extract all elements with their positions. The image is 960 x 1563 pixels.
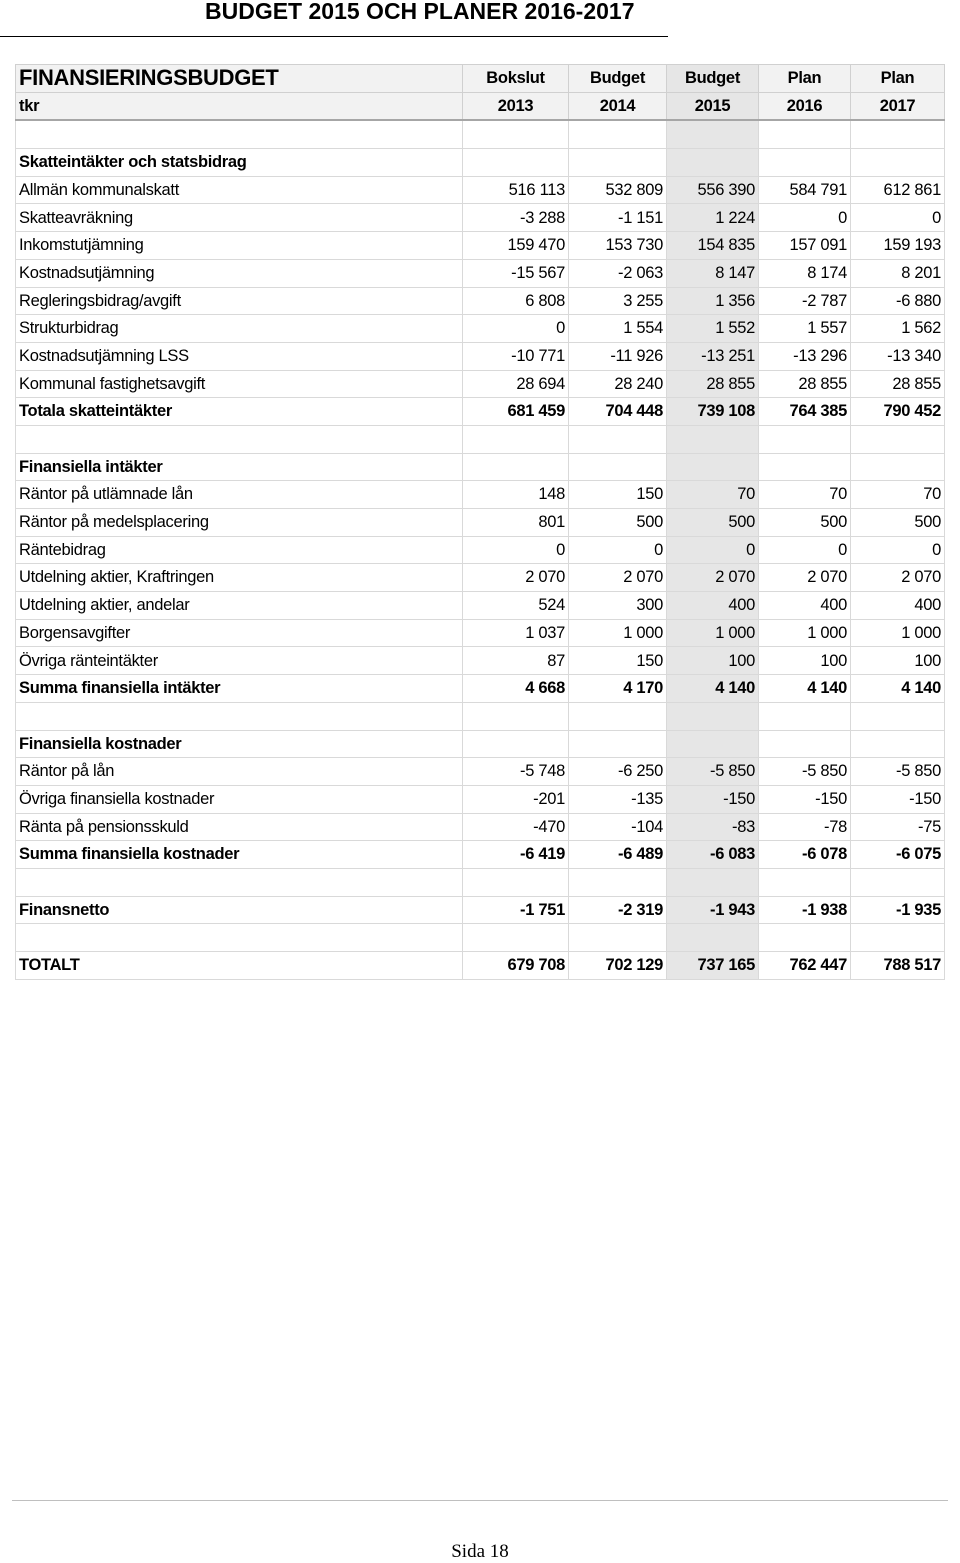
section-heading: Finansiella kostnader xyxy=(16,730,463,758)
blank-cell xyxy=(667,149,759,177)
row-label: Övriga finansiella kostnader xyxy=(16,785,463,813)
value-cell: 739 108 xyxy=(667,398,759,426)
total-row xyxy=(16,398,945,426)
blank-cell xyxy=(851,868,945,896)
value-cell: 148 xyxy=(463,481,569,509)
value-cell: -5 850 xyxy=(851,758,945,786)
page-title: BUDGET 2015 OCH PLANER 2016-2017 xyxy=(205,0,635,24)
blank-cell xyxy=(569,149,667,177)
blank-cell xyxy=(16,868,463,896)
section-heading-row xyxy=(16,730,945,758)
blank-cell xyxy=(851,425,945,453)
table-row xyxy=(16,232,945,260)
value-cell: 100 xyxy=(759,647,851,675)
value-cell: -201 xyxy=(463,785,569,813)
value-cell: -10 771 xyxy=(463,342,569,370)
spacer-row xyxy=(16,120,945,148)
blank-cell xyxy=(569,730,667,758)
value-cell: -6 250 xyxy=(569,758,667,786)
row-label: Kommunal fastighetsavgift xyxy=(16,370,463,398)
blank-cell xyxy=(851,120,945,148)
blank-cell xyxy=(569,924,667,952)
table-row xyxy=(16,564,945,592)
row-label: Strukturbidrag xyxy=(16,315,463,343)
blank-cell xyxy=(569,702,667,730)
column-year-header: 2016 xyxy=(759,92,851,120)
value-cell: 0 xyxy=(569,536,667,564)
row-label: Kostnadsutjämning LSS xyxy=(16,342,463,370)
blank-cell xyxy=(759,868,851,896)
value-cell: 4 668 xyxy=(463,675,569,703)
column-year-header: 2013 xyxy=(463,92,569,120)
table-row xyxy=(16,259,945,287)
row-label: Ränta på pensionsskuld xyxy=(16,813,463,841)
blank-cell xyxy=(851,453,945,481)
value-cell: 70 xyxy=(851,481,945,509)
value-cell: 1 000 xyxy=(667,619,759,647)
value-cell: 500 xyxy=(667,509,759,537)
blank-cell xyxy=(569,868,667,896)
value-cell: 1 000 xyxy=(759,619,851,647)
table-header-row xyxy=(16,65,945,93)
table-row xyxy=(16,370,945,398)
row-label: Totala skatteintäkter xyxy=(16,398,463,426)
blank-cell xyxy=(463,730,569,758)
value-cell: -6 083 xyxy=(667,841,759,869)
unit-label: tkr xyxy=(16,92,463,120)
row-label: Räntor på lån xyxy=(16,758,463,786)
value-cell: 516 113 xyxy=(463,176,569,204)
value-cell: -150 xyxy=(851,785,945,813)
row-label: Borgensavgifter xyxy=(16,619,463,647)
value-cell: 2 070 xyxy=(759,564,851,592)
value-cell: -6 075 xyxy=(851,841,945,869)
value-cell: 28 694 xyxy=(463,370,569,398)
row-label: Inkomstutjämning xyxy=(16,232,463,260)
value-cell: 532 809 xyxy=(569,176,667,204)
table-row xyxy=(16,342,945,370)
blank-cell xyxy=(667,868,759,896)
value-cell: -5 850 xyxy=(759,758,851,786)
value-cell: 4 140 xyxy=(759,675,851,703)
value-cell: 679 708 xyxy=(463,952,569,980)
page-header xyxy=(0,0,960,36)
blank-cell xyxy=(16,120,463,148)
value-cell: 400 xyxy=(667,592,759,620)
column-year-header: 2015 xyxy=(667,92,759,120)
value-cell: 8 174 xyxy=(759,259,851,287)
blank-cell xyxy=(851,924,945,952)
value-cell: 762 447 xyxy=(759,952,851,980)
row-label: Räntor på medelsplacering xyxy=(16,509,463,537)
value-cell: 157 091 xyxy=(759,232,851,260)
value-cell: -104 xyxy=(569,813,667,841)
value-cell: 584 791 xyxy=(759,176,851,204)
column-type-header: Budget xyxy=(569,65,667,93)
value-cell: 0 xyxy=(667,536,759,564)
value-cell: 524 xyxy=(463,592,569,620)
value-cell: -13 296 xyxy=(759,342,851,370)
value-cell: -135 xyxy=(569,785,667,813)
value-cell: -6 880 xyxy=(851,287,945,315)
header-rule xyxy=(0,36,668,37)
spacer-row xyxy=(16,702,945,730)
row-label: Utdelning aktier, andelar xyxy=(16,592,463,620)
value-cell: -6 419 xyxy=(463,841,569,869)
value-cell: -1 938 xyxy=(759,896,851,924)
table-row xyxy=(16,813,945,841)
value-cell: 1 554 xyxy=(569,315,667,343)
column-type-header: Plan xyxy=(851,65,945,93)
value-cell: 2 070 xyxy=(569,564,667,592)
page-number: Sida 18 xyxy=(451,1541,509,1562)
totalt-row xyxy=(16,952,945,980)
value-cell: 28 240 xyxy=(569,370,667,398)
value-cell: 0 xyxy=(759,204,851,232)
value-cell: -15 567 xyxy=(463,259,569,287)
blank-cell xyxy=(759,453,851,481)
value-cell: 87 xyxy=(463,647,569,675)
column-year-header: 2014 xyxy=(569,92,667,120)
value-cell: 500 xyxy=(759,509,851,537)
column-type-header: Plan xyxy=(759,65,851,93)
spacer-row xyxy=(16,868,945,896)
value-cell: 1 000 xyxy=(569,619,667,647)
table-row xyxy=(16,287,945,315)
value-cell: 2 070 xyxy=(851,564,945,592)
value-cell: 8 201 xyxy=(851,259,945,287)
value-cell: 702 129 xyxy=(569,952,667,980)
total-row xyxy=(16,841,945,869)
value-cell: 4 140 xyxy=(851,675,945,703)
table-row xyxy=(16,509,945,537)
row-label: TOTALT xyxy=(16,952,463,980)
blank-cell xyxy=(463,868,569,896)
table-year-row xyxy=(16,92,945,120)
row-label: Övriga ränteintäkter xyxy=(16,647,463,675)
value-cell: -2 787 xyxy=(759,287,851,315)
section-heading: Skatteintäkter och statsbidrag xyxy=(16,149,463,177)
row-label: Regleringsbidrag/avgift xyxy=(16,287,463,315)
value-cell: -5 748 xyxy=(463,758,569,786)
total-row xyxy=(16,675,945,703)
value-cell: -3 288 xyxy=(463,204,569,232)
blank-cell xyxy=(759,924,851,952)
value-cell: 4 170 xyxy=(569,675,667,703)
value-cell: 737 165 xyxy=(667,952,759,980)
value-cell: 100 xyxy=(851,647,945,675)
blank-cell xyxy=(463,425,569,453)
value-cell: -470 xyxy=(463,813,569,841)
value-cell: 790 452 xyxy=(851,398,945,426)
blank-cell xyxy=(569,425,667,453)
value-cell: -1 935 xyxy=(851,896,945,924)
blank-cell xyxy=(569,453,667,481)
value-cell: -13 251 xyxy=(667,342,759,370)
value-cell: 681 459 xyxy=(463,398,569,426)
value-cell: 1 562 xyxy=(851,315,945,343)
blank-cell xyxy=(463,702,569,730)
value-cell: -75 xyxy=(851,813,945,841)
blank-cell xyxy=(16,702,463,730)
blank-cell xyxy=(667,120,759,148)
section-heading-row xyxy=(16,453,945,481)
value-cell: 8 147 xyxy=(667,259,759,287)
blank-cell xyxy=(851,702,945,730)
financing-budget-table xyxy=(15,64,945,980)
blank-cell xyxy=(759,702,851,730)
value-cell: 556 390 xyxy=(667,176,759,204)
value-cell: 2 070 xyxy=(463,564,569,592)
table-title: FINANSIERINGSBUDGET xyxy=(16,65,463,93)
table-row xyxy=(16,592,945,620)
value-cell: -6 489 xyxy=(569,841,667,869)
value-cell: -1 943 xyxy=(667,896,759,924)
spacer-row xyxy=(16,425,945,453)
row-label: Räntebidrag xyxy=(16,536,463,564)
table-row xyxy=(16,619,945,647)
value-cell: 159 193 xyxy=(851,232,945,260)
value-cell: 28 855 xyxy=(667,370,759,398)
value-cell: 400 xyxy=(851,592,945,620)
value-cell: 704 448 xyxy=(569,398,667,426)
blank-cell xyxy=(759,149,851,177)
value-cell: -13 340 xyxy=(851,342,945,370)
table-row xyxy=(16,315,945,343)
blank-cell xyxy=(667,730,759,758)
value-cell: -1 151 xyxy=(569,204,667,232)
section-heading: Finansiella intäkter xyxy=(16,453,463,481)
value-cell: 3 255 xyxy=(569,287,667,315)
value-cell: 1 552 xyxy=(667,315,759,343)
value-cell: 0 xyxy=(463,536,569,564)
value-cell: -1 751 xyxy=(463,896,569,924)
blank-cell xyxy=(569,120,667,148)
blank-cell xyxy=(851,730,945,758)
value-cell: 6 808 xyxy=(463,287,569,315)
value-cell: -78 xyxy=(759,813,851,841)
blank-cell xyxy=(463,120,569,148)
spacer-row xyxy=(16,924,945,952)
blank-cell xyxy=(667,453,759,481)
value-cell: -2 063 xyxy=(569,259,667,287)
value-cell: 0 xyxy=(851,536,945,564)
column-year-header: 2017 xyxy=(851,92,945,120)
blank-cell xyxy=(667,924,759,952)
table-body xyxy=(16,65,945,980)
value-cell: -83 xyxy=(667,813,759,841)
value-cell: 150 xyxy=(569,647,667,675)
value-cell: -5 850 xyxy=(667,758,759,786)
table-row xyxy=(16,647,945,675)
row-label: Summa finansiella kostnader xyxy=(16,841,463,869)
value-cell: 0 xyxy=(463,315,569,343)
value-cell: 28 855 xyxy=(851,370,945,398)
section-heading-row xyxy=(16,149,945,177)
blank-cell xyxy=(667,702,759,730)
value-cell: 70 xyxy=(667,481,759,509)
value-cell: 612 861 xyxy=(851,176,945,204)
table-row xyxy=(16,176,945,204)
row-label: Räntor på utlämnade lån xyxy=(16,481,463,509)
row-label: Finansnetto xyxy=(16,896,463,924)
table-row xyxy=(16,481,945,509)
value-cell: 100 xyxy=(667,647,759,675)
value-cell: 4 140 xyxy=(667,675,759,703)
column-type-header: Bokslut xyxy=(463,65,569,93)
blank-cell xyxy=(667,425,759,453)
table-row xyxy=(16,785,945,813)
blank-cell xyxy=(759,730,851,758)
row-label: Kostnadsutjämning xyxy=(16,259,463,287)
row-label: Skatteavräkning xyxy=(16,204,463,232)
blank-cell xyxy=(16,924,463,952)
value-cell: -2 319 xyxy=(569,896,667,924)
value-cell: 154 835 xyxy=(667,232,759,260)
value-cell: 500 xyxy=(851,509,945,537)
table-row xyxy=(16,204,945,232)
value-cell: 1 037 xyxy=(463,619,569,647)
value-cell: 300 xyxy=(569,592,667,620)
finansnetto-row xyxy=(16,896,945,924)
value-cell: 764 385 xyxy=(759,398,851,426)
value-cell: -150 xyxy=(759,785,851,813)
table-row xyxy=(16,758,945,786)
value-cell: 1 557 xyxy=(759,315,851,343)
value-cell: 0 xyxy=(759,536,851,564)
blank-cell xyxy=(463,924,569,952)
value-cell: 150 xyxy=(569,481,667,509)
blank-cell xyxy=(463,453,569,481)
value-cell: 153 730 xyxy=(569,232,667,260)
value-cell: 2 070 xyxy=(667,564,759,592)
value-cell: 0 xyxy=(851,204,945,232)
row-label: Utdelning aktier, Kraftringen xyxy=(16,564,463,592)
value-cell: 500 xyxy=(569,509,667,537)
row-label: Allmän kommunalskatt xyxy=(16,176,463,204)
footer-rule xyxy=(12,1500,948,1501)
value-cell: 1 356 xyxy=(667,287,759,315)
value-cell: -11 926 xyxy=(569,342,667,370)
value-cell: -6 078 xyxy=(759,841,851,869)
blank-cell xyxy=(759,425,851,453)
value-cell: 1 000 xyxy=(851,619,945,647)
value-cell: 788 517 xyxy=(851,952,945,980)
column-type-header: Budget xyxy=(667,65,759,93)
value-cell: 801 xyxy=(463,509,569,537)
value-cell: 1 224 xyxy=(667,204,759,232)
blank-cell xyxy=(759,120,851,148)
blank-cell xyxy=(463,149,569,177)
value-cell: 400 xyxy=(759,592,851,620)
blank-cell xyxy=(851,149,945,177)
value-cell: 28 855 xyxy=(759,370,851,398)
value-cell: 159 470 xyxy=(463,232,569,260)
value-cell: 70 xyxy=(759,481,851,509)
table-row xyxy=(16,536,945,564)
blank-cell xyxy=(16,425,463,453)
row-label: Summa finansiella intäkter xyxy=(16,675,463,703)
value-cell: -150 xyxy=(667,785,759,813)
